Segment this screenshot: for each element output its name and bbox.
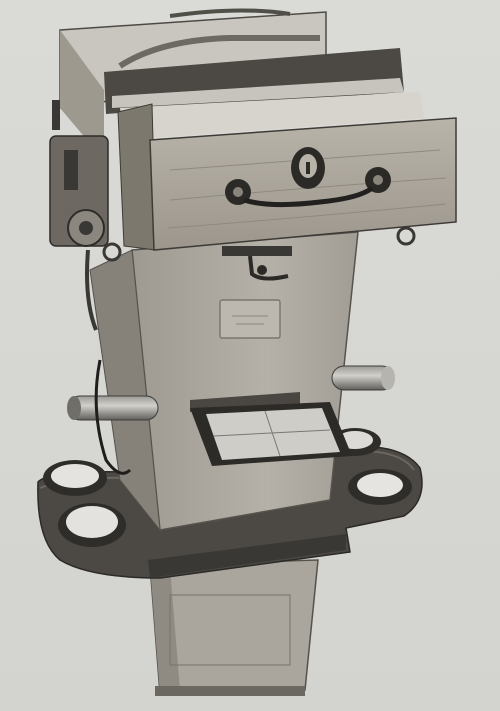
wooden-drawer bbox=[118, 92, 456, 250]
lower-pedestal bbox=[150, 560, 318, 696]
negative-holder bbox=[190, 392, 352, 466]
socket-front-right bbox=[348, 469, 412, 505]
maker-plate bbox=[220, 300, 280, 338]
socket-back-left bbox=[43, 460, 107, 496]
main-column bbox=[90, 232, 358, 530]
drawer-keyhole bbox=[291, 147, 325, 189]
socket-front-left bbox=[58, 503, 126, 547]
